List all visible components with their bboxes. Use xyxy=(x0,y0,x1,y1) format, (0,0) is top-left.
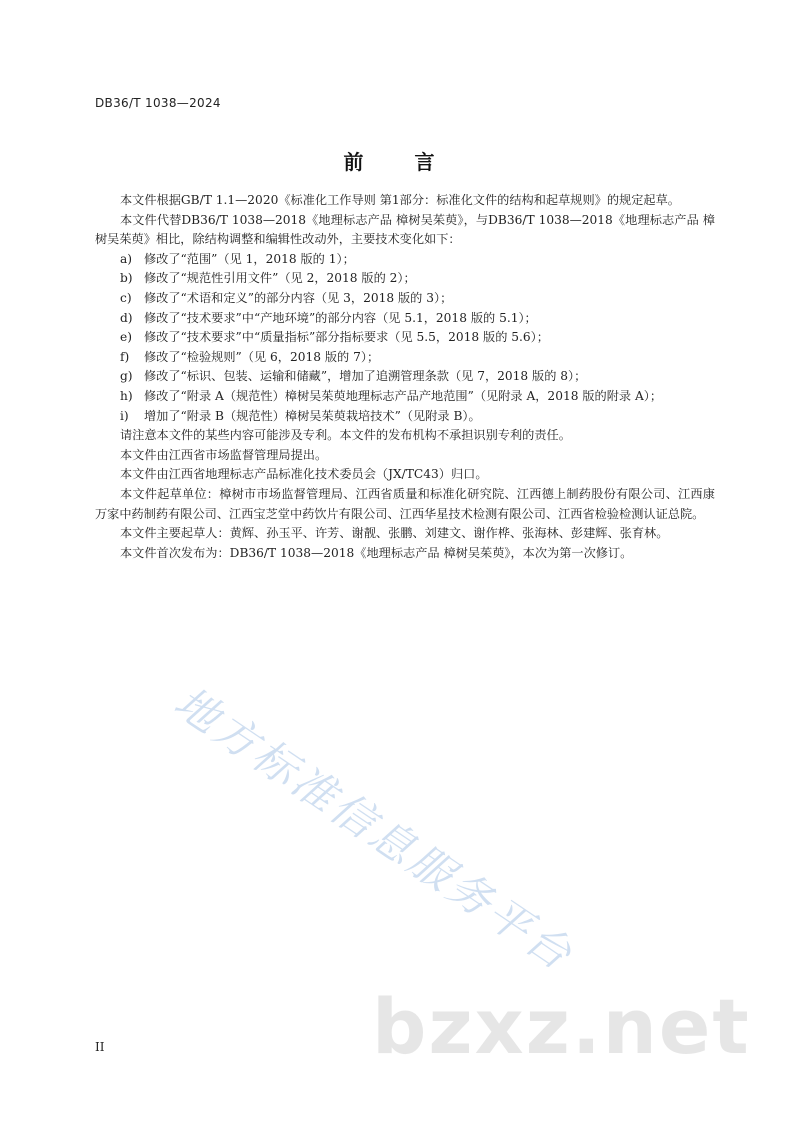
list-item-text: 修改了“规范性引用文件”（见 2，2018 版的 2）； xyxy=(144,271,416,286)
list-item xyxy=(95,348,715,368)
list-item-label: e) xyxy=(120,330,132,345)
paragraph-replacement: 本文件代替DB36/T 1038—2018《地理标志产品 樟树吴茱萸》，与DB36/T 1038—2018《地理标志产品 樟树吴茱萸》相比，除结构调整和编辑性改动外，主要技术变化如下： xyxy=(95,212,715,247)
list-item xyxy=(95,269,715,289)
watermark-text: 地方标准信息服务平台 xyxy=(165,677,583,982)
page-number: II xyxy=(95,1040,105,1054)
list-item xyxy=(95,407,715,427)
list-item-label: b) xyxy=(120,271,133,286)
list-item-label: g) xyxy=(120,369,133,384)
list-item-label: h) xyxy=(120,388,133,403)
foreword-body xyxy=(95,191,715,563)
list-item-text: 修改了“范围”（见 1，2018 版的 1）； xyxy=(144,251,355,266)
list-item-text: 修改了“技术要求”中“产地环境”的部分内容（见 5.1，2018 版的 5.1）； xyxy=(144,310,537,325)
site-watermark: bzxz.net xyxy=(372,982,751,1071)
paragraph-committee: 本文件由江西省地理标志产品标准化技术委员会（JX/TC43）归口。 xyxy=(120,467,488,482)
paragraph-drafting-basis: 本文件根据GB/T 1.1—2020《标准化工作导则 第1部分：标准化文件的结构和起草规则》的规定起草。 xyxy=(120,193,680,207)
list-item xyxy=(95,387,715,407)
paragraph-proposer: 本文件由江西省市场监督管理局提出。 xyxy=(120,447,328,462)
list-item-text: 修改了“附录 A（规范性）樟树吴茱萸地理标志产品产地范围”（见附录 A，2018 版的附录 A）； xyxy=(144,388,663,403)
paragraph-first-issue: 本文件首次发布为：DB36/T 1038—2018《地理标志产品 樟树吴茱萸》，本次为第一次修订。 xyxy=(120,545,633,560)
list-item xyxy=(95,289,715,309)
list-item-label: f) xyxy=(120,349,130,364)
list-item-label: i) xyxy=(120,408,129,423)
list-item xyxy=(95,250,715,270)
list-item-label: c) xyxy=(120,290,132,305)
paragraph-drafters: 本文件主要起草人：黄辉、孙玉平、许芳、谢靓、张鹏、刘建文、谢作桦、张海林、彭建辉、张育林。 xyxy=(120,526,669,541)
list-item-text: 增加了“附录 B（规范性）樟树吴茱萸栽培技术”（见附录 B）。 xyxy=(144,408,481,423)
list-item-label: a) xyxy=(120,251,133,266)
paragraph-drafting-units: 本文件起草单位：樟树市市场监督管理局、江西省质量和标准化研究院、江西德上制药股份有限公司、江西康万家中药制药有限公司、江西宝芝堂中药饮片有限公司、江西华星技术检测有限公司、江西省检验检测认证总院。 xyxy=(95,486,715,521)
list-item-text: 修改了“技术要求”中“质量指标”部分指标要求（见 5.5，2018 版的 5.6）； xyxy=(144,330,549,345)
list-item xyxy=(95,328,715,348)
page-title: 前 言 xyxy=(343,150,457,174)
list-item-text: 修改了“检验规则”（见 6，2018 版的 7）； xyxy=(144,349,380,364)
list-item xyxy=(95,367,715,387)
list-item-label: d) xyxy=(120,310,133,325)
list-item xyxy=(95,309,715,329)
paragraph-patent-notice: 请注意本文件的某些内容可能涉及专利。本文件的发布机构不承担识别专利的责任。 xyxy=(120,428,571,443)
changes-list xyxy=(95,250,715,426)
list-item-text: 修改了“术语和定义”的部分内容（见 3，2018 版的 3）； xyxy=(144,290,453,305)
document-code: DB36/T 1038—2024 xyxy=(95,96,221,110)
list-item-text: 修改了“标识、包装、运输和储藏”，增加了追溯管理条款（见 7，2018 版的 8）； xyxy=(144,369,587,384)
